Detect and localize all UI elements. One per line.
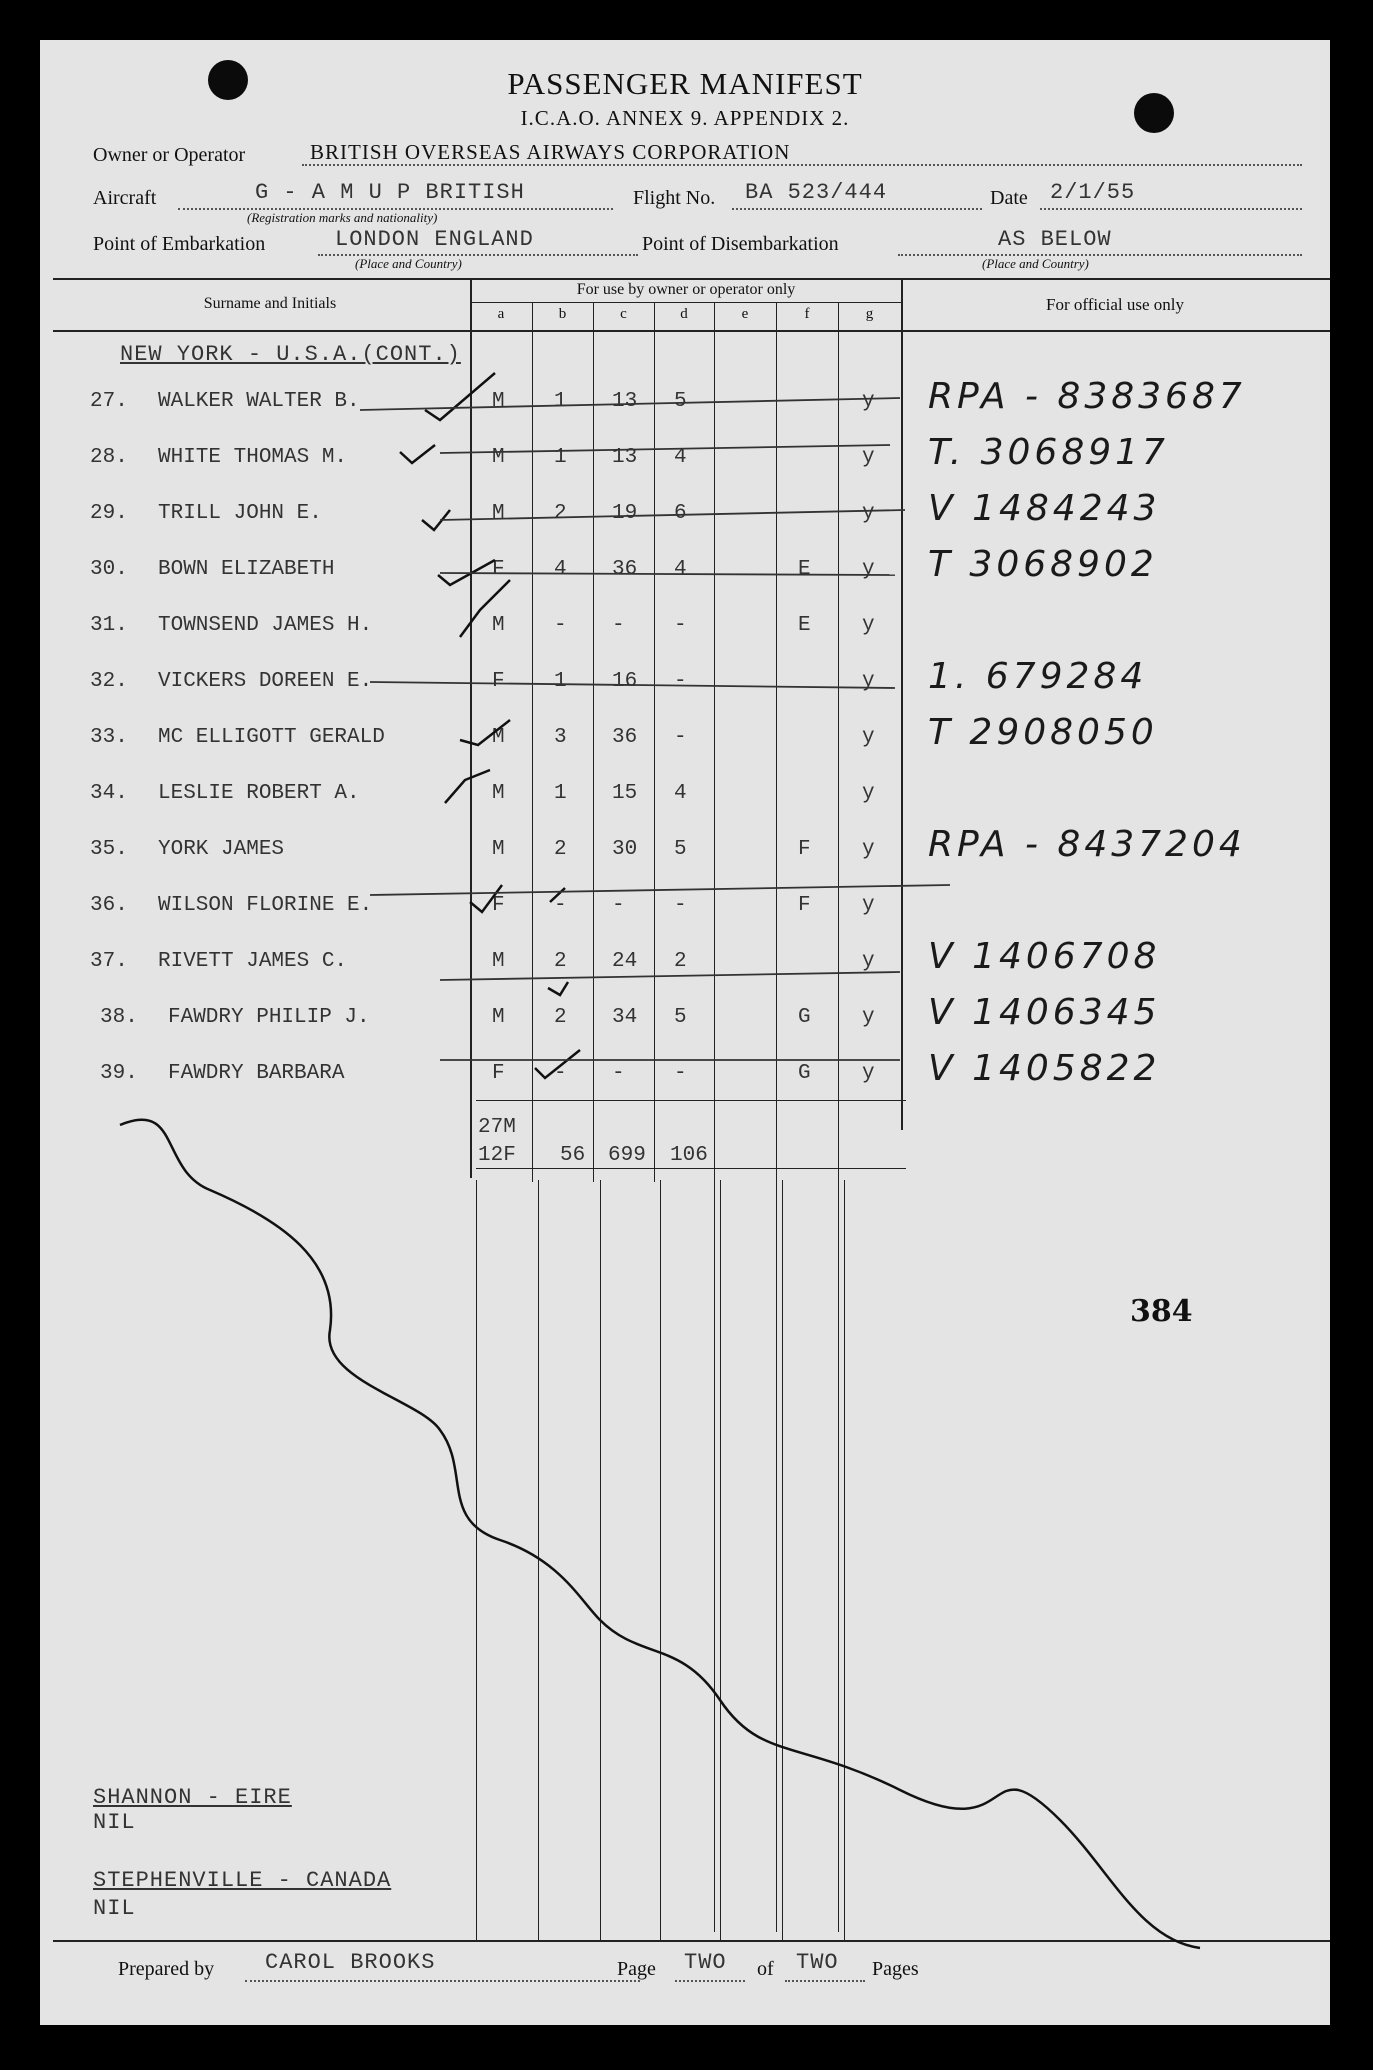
official-handwritten-number: V 1484243 [928,488,1161,529]
passenger-col-d: - [674,614,687,637]
passenger-sex: F [492,1062,505,1085]
name-column-header: Surname and Initials [203,295,337,312]
owner-subcolumn-e: e [741,306,749,322]
prepared-by-value: CAROL BROOKS [265,1950,436,1975]
section-heading: NEW YORK - U.S.A.(CONT.) [120,342,461,367]
flight-label: Flight No. [633,187,716,209]
owner-subcolumn-f: f [804,306,810,322]
aircraft-note: (Registration marks and nationality) [247,210,438,225]
passenger-name: TOWNSEND JAMES H. [158,614,373,637]
passenger-sex: F [492,670,505,693]
passenger-name: WALKER WALTER B. [158,390,360,413]
passenger-number: 31. [90,614,128,637]
passenger-col-d: 5 [674,390,687,413]
prepared-by-label: Prepared by [118,1958,215,1980]
passenger-name: WHITE THOMAS M. [158,446,348,469]
passenger-col-d: - [674,894,687,917]
handwritten-marks [40,40,1330,2025]
passenger-col-d: 4 [674,446,687,469]
total-a-female: 12F [478,1144,516,1167]
passenger-number: 37. [90,950,128,973]
passenger-col-b: 1 [554,446,567,469]
passenger-col-f: F [798,838,811,861]
passenger-col-c: - [612,614,625,637]
page-value: TWO [684,1950,727,1975]
total-c: 699 [608,1144,646,1167]
tick-marks [400,373,580,1078]
passenger-col-d: - [674,670,687,693]
passenger-number: 33. [90,726,128,749]
passenger-col-f: E [798,558,811,581]
passenger-col-c: 24 [612,950,638,973]
passenger-col-b: - [554,894,567,917]
owner-subcolumn-d: d [680,306,688,322]
stop-1-place: SHANNON - EIRE [93,1785,292,1810]
date-value: 2/1/55 [1050,180,1136,205]
passenger-col-b: 1 [554,782,567,805]
passenger-number: 35. [90,838,128,861]
passenger-sex: M [492,782,505,805]
of-label: of [757,1958,774,1980]
passenger-number: 34. [90,782,128,805]
passenger-number: 29. [90,502,128,525]
passenger-col-b: 1 [554,390,567,413]
disembarkation-note: (Place and Country) [982,256,1089,271]
passenger-col-c: 13 [612,390,638,413]
passenger-col-b: 2 [554,838,567,861]
official-handwritten-number: 1. 679284 [928,656,1148,697]
wavy-cancel-line [120,1120,1200,1948]
embarkation-value: LONDON ENGLAND [335,227,534,252]
passenger-col-d: - [674,726,687,749]
passenger-col-d: 6 [674,502,687,525]
embarkation-note: (Place and Country) [355,256,462,271]
passenger-col-f: F [798,894,811,917]
passenger-col-g: y [862,446,875,469]
passenger-col-d: 5 [674,1006,687,1029]
date-label: Date [990,187,1028,209]
passenger-number: 38. [100,1006,138,1029]
passenger-sex: M [492,726,505,749]
passenger-col-d: - [674,1062,687,1085]
passenger-col-d: 5 [674,838,687,861]
stop-2-value: NIL [93,1896,136,1921]
passenger-sex: M [492,446,505,469]
official-handwritten-number: V 1406345 [928,992,1161,1033]
passenger-col-c: 36 [612,558,638,581]
passenger-sex: F [492,558,505,581]
passenger-sex: M [492,390,505,413]
passenger-number: 36. [90,894,128,917]
official-handwritten-number: RPA - 8437204 [928,824,1246,865]
page-subtitle: I.C.A.O. ANNEX 9. APPENDIX 2. [520,106,850,130]
passenger-number: 27. [90,390,128,413]
passenger-col-f: G [798,1006,811,1029]
official-handwritten-number: T 2908050 [928,712,1158,753]
passenger-name: TRILL JOHN E. [158,502,322,525]
official-handwritten-number: V 1406708 [928,936,1161,977]
aircraft-value: G - A M U P BRITISH [255,180,525,205]
official-handwritten-number: T 3068902 [928,544,1158,585]
operator-value: BRITISH OVERSEAS AIRWAYS CORPORATION [310,140,791,164]
passenger-col-g: y [862,726,875,749]
of-value: TWO [796,1950,839,1975]
passenger-col-g: y [862,894,875,917]
passenger-col-c: 15 [612,782,638,805]
official-column-header: For official use only [1045,295,1185,314]
passenger-col-d: 4 [674,782,687,805]
passenger-sex: M [492,502,505,525]
disembarkation-label: Point of Disembarkation [642,233,839,255]
passenger-col-c: 13 [612,446,638,469]
official-handwritten-number: RPA - 8383687 [928,376,1246,417]
owner-subcolumn-g: g [865,306,874,322]
total-a-male: 27M [478,1116,516,1139]
owner-subcolumn-b: b [558,306,567,322]
passenger-col-g: y [862,1006,875,1029]
passenger-name: RIVETT JAMES C. [158,950,348,973]
passenger-col-g: y [862,670,875,693]
passenger-col-c: 34 [612,1006,638,1029]
official-handwritten-number: T. 3068917 [928,432,1169,473]
total-d: 106 [670,1144,708,1167]
passenger-sex: F [492,894,505,917]
passenger-number: 30. [90,558,128,581]
passenger-col-c: 36 [612,726,638,749]
owner-column-header: For use by owner or operator only [576,281,796,298]
stop-1-value: NIL [93,1810,136,1835]
aircraft-label: Aircraft [93,187,157,209]
strike-lines [360,398,950,1060]
passenger-name: WILSON FLORINE E. [158,894,373,917]
passenger-col-g: y [862,782,875,805]
passenger-col-c: - [612,894,625,917]
passenger-col-c: 30 [612,838,638,861]
passenger-col-f: E [798,614,811,637]
passenger-sex: M [492,614,505,637]
passenger-col-d: 4 [674,558,687,581]
passenger-col-b: 3 [554,726,567,749]
passenger-name: MC ELLIGOTT GERALD [158,726,385,749]
passenger-col-g: y [862,1062,875,1085]
passenger-col-b: 1 [554,670,567,693]
passenger-name: FAWDRY BARBARA [168,1062,345,1085]
flight-value: BA 523/444 [745,180,888,205]
official-handwritten-number: V 1405822 [928,1048,1161,1089]
stop-2-place: STEPHENVILLE - CANADA [93,1868,392,1893]
owner-subcolumn-a: a [497,306,505,322]
page-stamp-number: 384 [1130,1294,1193,1329]
passenger-name: LESLIE ROBERT A. [158,782,360,805]
passenger-sex: M [492,950,505,973]
page-label: Page [617,1958,656,1980]
passenger-sex: M [492,1006,505,1029]
operator-label: Owner or Operator [93,144,246,166]
disembarkation-value: AS BELOW [998,227,1112,252]
passenger-number: 28. [90,446,128,469]
passenger-col-b: - [554,614,567,637]
passenger-col-g: y [862,950,875,973]
passenger-col-b: 2 [554,502,567,525]
passenger-name: BOWN ELIZABETH [158,558,335,581]
passenger-col-b: - [554,1062,567,1085]
passenger-col-c: 19 [612,502,638,525]
passenger-number: 39. [100,1062,138,1085]
embarkation-label: Point of Embarkation [93,233,266,255]
manifest-sheet [40,40,1330,2025]
passenger-col-g: y [862,390,875,413]
passenger-name: YORK JAMES [158,838,285,861]
total-b: 56 [560,1144,586,1167]
passenger-col-b: 2 [554,1006,567,1029]
passenger-sex: M [492,838,505,861]
passenger-col-f: G [798,1062,811,1085]
owner-subcolumn-c: c [620,306,627,322]
pages-label: Pages [872,1958,919,1980]
passenger-col-b: 4 [554,558,567,581]
passenger-name: VICKERS DOREEN E. [158,670,373,693]
passenger-col-g: y [862,558,875,581]
passenger-number: 32. [90,670,128,693]
passenger-col-g: y [862,614,875,637]
passenger-col-d: 2 [674,950,687,973]
passenger-col-b: 2 [554,950,567,973]
passenger-name: FAWDRY PHILIP J. [168,1006,370,1029]
passenger-col-c: 16 [612,670,638,693]
page-title: PASSENGER MANIFEST [507,66,863,101]
passenger-col-c: - [612,1062,625,1085]
passenger-col-g: y [862,838,875,861]
passenger-col-g: y [862,502,875,525]
